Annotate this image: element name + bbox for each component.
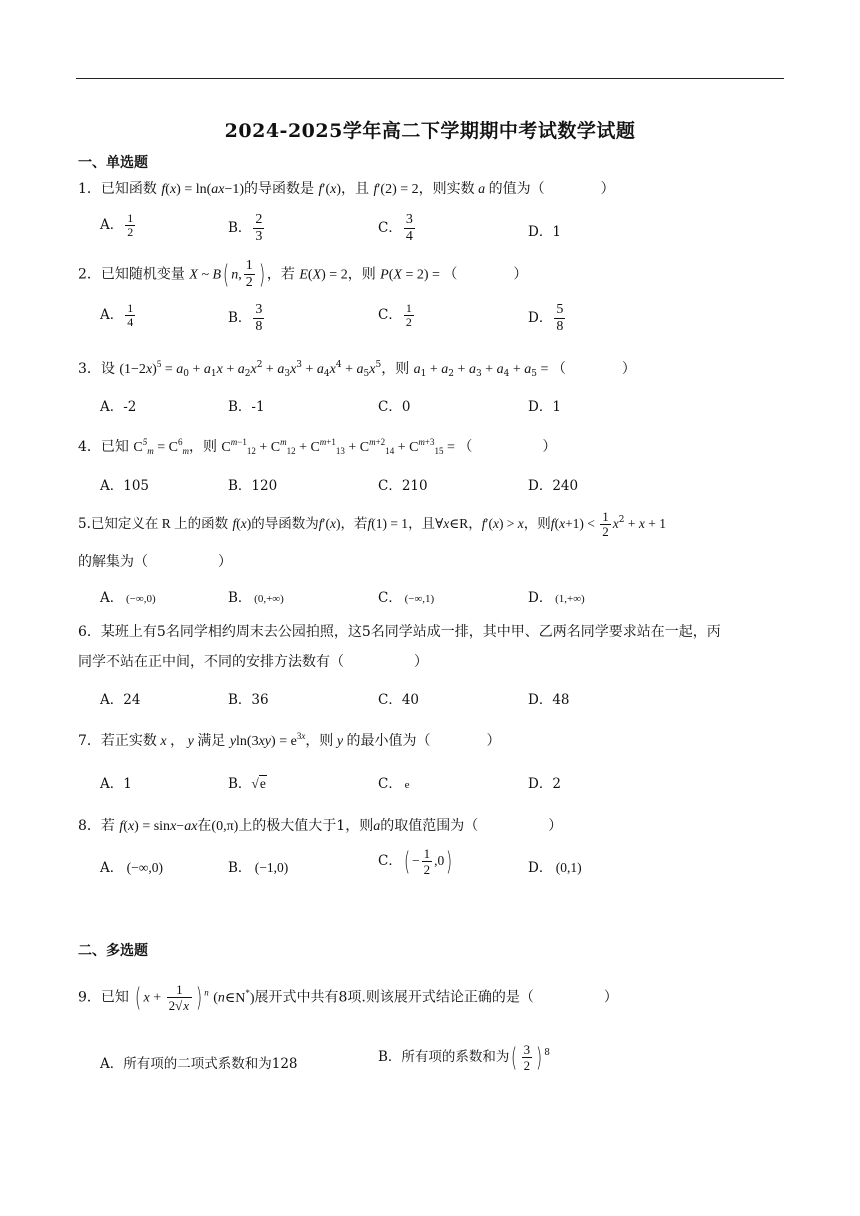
question-5: 5.已知定义在 R 上的函数 f(x)的导函数为f′(x)，若f(1) = 1，且∀x∈R，f′(x) > x，则f(x+1) < $\frac{1}{2}$ $x^2 + x + 1$ (78, 509, 667, 539)
question-9: 9．已知 ( x + $\frac{1}{2√x}$ ) $^n$ (n∈N*)展开式中共有8项.则该展开式结论正确的是（ ） (78, 982, 618, 1013)
option-d[interactable]: D．48 (528, 692, 570, 708)
question-3: 3．设 $(1-2x)^5 = a_0 + a_1x + a_2x^2 + a_3x^3 + a_4x^4 + a_5x^5$，则 $a_1 + a_2 + a_3 + a_4 + a_5$ = （ ） (78, 359, 636, 379)
option-a[interactable]: A．-2 (100, 399, 137, 415)
option-b[interactable]: B． (−1,0) (228, 860, 289, 876)
option-c[interactable]: C．( − $\frac{1}{2}$ ,0) (378, 846, 453, 877)
option-b[interactable]: B． $\frac{3}{8}$ (228, 302, 263, 334)
question-5-line-2: 的解集为（ ） (78, 554, 232, 570)
option-a[interactable]: A． $\frac{1}{4}$ (100, 301, 134, 329)
option-a[interactable]: A． $\frac{1}{2}$ (100, 211, 134, 239)
question-7: 7．若正实数 x ， y 满足 $yln(3xy) = e^{3x}$，则 y 的最小值为（ ） (78, 731, 501, 749)
option-c[interactable]: C． e (378, 776, 410, 792)
option-d[interactable]: D．240 (528, 478, 579, 494)
option-b[interactable]: B．所有项的系数和为( $\frac{3}{2}$ ) $^8$ (378, 1042, 550, 1073)
option-b[interactable]: B．√e (228, 776, 266, 792)
option-c[interactable]: C． (−∞,1) (378, 590, 435, 606)
option-c[interactable]: C．0 (378, 399, 411, 415)
option-a[interactable]: A． (−∞,0) (100, 860, 163, 876)
option-c[interactable]: C． $\frac{1}{2}$ (378, 301, 412, 329)
question-6-line-1: 6．某班上有5名同学相约周末去公园拍照，这5名同学站成一排，其中甲、乙两名同学要求站在一起，丙 (78, 624, 721, 640)
option-d[interactable]: D．1 (528, 224, 561, 240)
option-a[interactable]: A．24 (100, 692, 141, 708)
option-d[interactable]: D． (1,+∞) (528, 590, 585, 606)
option-a[interactable]: A．1 (100, 776, 132, 792)
question-8: 8．若 f(x) = sinx−ax在(0,π)上的极大值大于1，则a的取值范围为（ ） (78, 818, 563, 834)
question-4: 4．已知 $C^5_m = C^6_m$，则 $C^{m-1}_{12} + C^m_{12} + C^{m+1}_{13} + C^{m+2}_{14} + C^{m+3}_{15}$ = （ ） (78, 437, 557, 456)
option-b[interactable]: B．120 (228, 478, 278, 494)
option-b[interactable]: B． $\frac{2}{3}$ (228, 212, 263, 244)
question-2: 2．已知随机变量 X ~ B( n, $\frac{1}{2}$ ) ，若 E(X) = 2，则 P(X = 2) = （ ） (78, 258, 528, 290)
option-d[interactable]: D．2 (528, 776, 561, 792)
option-b[interactable]: B．-1 (228, 399, 265, 415)
option-c[interactable]: C．210 (378, 478, 428, 494)
option-a[interactable]: A． (−∞,0) (100, 590, 156, 606)
option-c[interactable]: C．40 (378, 692, 420, 708)
option-c[interactable]: C． $\frac{3}{4}$ (378, 212, 413, 244)
option-d[interactable]: D．1 (528, 399, 561, 415)
option-d[interactable]: D． (0,1) (528, 860, 582, 876)
option-a[interactable]: A．105 (100, 478, 150, 494)
page-title: 2024-2025学年高二下学期期中考试数学试题 (224, 120, 636, 142)
section-single-choice: 一、单选题 (78, 155, 148, 171)
header-rule (76, 78, 784, 79)
option-d[interactable]: D． $\frac{5}{8}$ (528, 302, 564, 334)
section-multi-choice: 二、多选题 (78, 943, 148, 959)
question-6-line-2: 同学不站在正中间，不同的安排方法数有（ ） (78, 654, 428, 670)
option-b[interactable]: B． (0,+∞) (228, 590, 284, 606)
option-b[interactable]: B．36 (228, 692, 269, 708)
question-1: 1．已知函数 f(x) = ln(ax−1)的导函数是 f′(x)，且 f′(2) = 2，则实数 a 的值为（ ） (78, 181, 615, 197)
option-a[interactable]: A．所有项的二项式系数和为128 (100, 1056, 298, 1072)
